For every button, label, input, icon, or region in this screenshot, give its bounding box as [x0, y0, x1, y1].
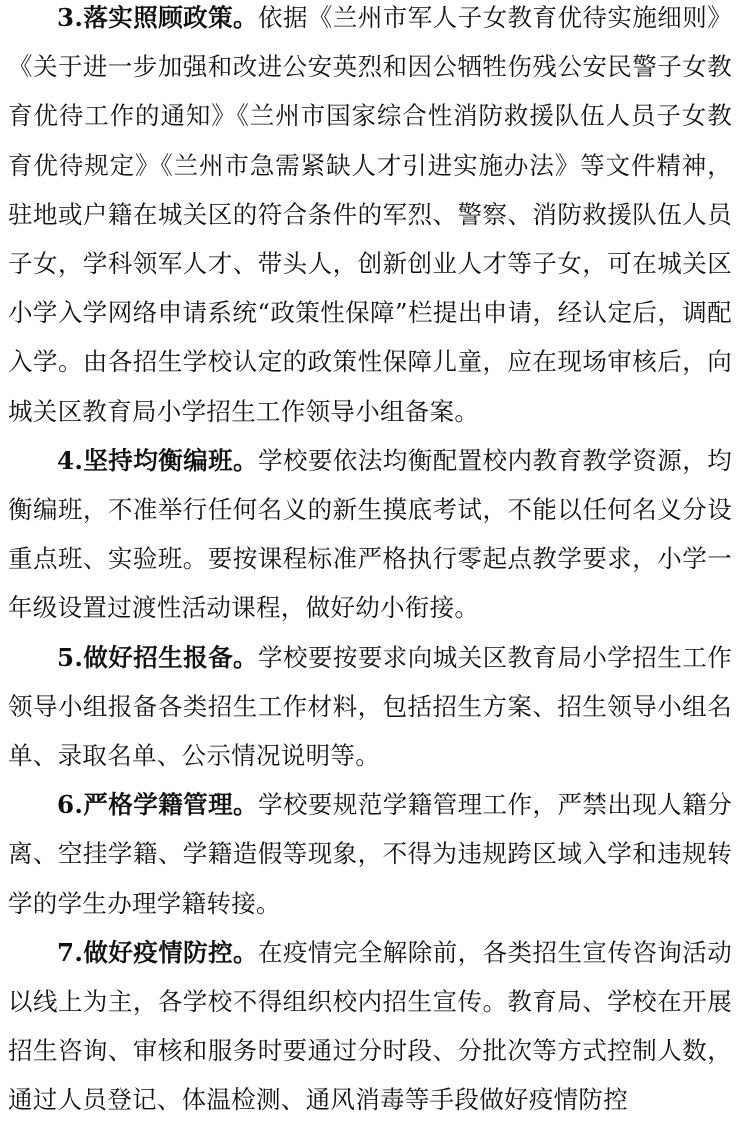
paragraph-4-heading: 4.坚持均衡编班。 — [57, 445, 259, 475]
paragraph-6-heading: 6.严格学籍管理。 — [57, 790, 259, 820]
paragraph-5-heading: 5.做好招生报备。 — [57, 642, 259, 672]
paragraph-4 — [8, 436, 732, 633]
paragraph-7-heading: 7.做好疫情防控。 — [57, 937, 259, 967]
paragraph-5-body: 学校要按要求向城关区教育局小学招生工作领导小组报备各类招生工作材料，包括招生方案、招生领导小组名单、录取名单、公示情况说明等。 — [8, 642, 732, 771]
paragraph-6-body: 学校要规范学籍管理工作，严禁出现人籍分离、空挂学籍、学籍造假等现象，不得为违规跨区域入学和违规转学的学生办理学籍转接。 — [8, 790, 732, 918]
paragraph-3-heading: 3.落实照顾政策。 — [57, 3, 259, 32]
paragraph-5 — [8, 633, 732, 781]
paragraph-6 — [8, 780, 732, 928]
paragraph-7 — [8, 928, 732, 1125]
paragraph-7-body: 在疫情完全解除前，各类招生宣传咨询活动以线上为主，各学校不得组织校内招生宣传。教育局、学校在开展招生咨询、审核和服务时要通过分时段、分批次等方式控制人数，通过人员登记、体温检测、通风消毒等手段做好疫情防控 — [8, 937, 732, 1115]
paragraph-4-body: 学校要依法均衡配置校内教育教学资源，均衡编班，不准举行任何名义的新生摸底考试，不能以任何名义分设重点班、实验班。要按课程标准严格执行零起点教学要求，小学一年级设置过渡性活动课程，做好幼小衔接。 — [8, 445, 732, 623]
paragraph-3-body: 依据《兰州市军人子女教育优待实施细则》《关于进一步加强和改进公安英烈和因公牺牲伤残公安民警子女教育优待工作的通知》《兰州市国家综合性消防救援队伍人员子女教育优待规定》《兰州市急需紧缺人才引进实施办法》等文件精神，驻地或户籍在城关区的符合条件的军烈、警察、消防救援队伍人员子女，学科领军人才、带头人，创新创业人才等子女，可在城关区小学入学网络申请系统“政策性保障”栏提出申请，经认定后，调配入学。由各招生学校认定的政策性保障儿童，应在现场审核后，向城关区教育局小学招生工作领导小组备案。 — [8, 3, 732, 426]
paragraph-3 — [8, 0, 732, 436]
